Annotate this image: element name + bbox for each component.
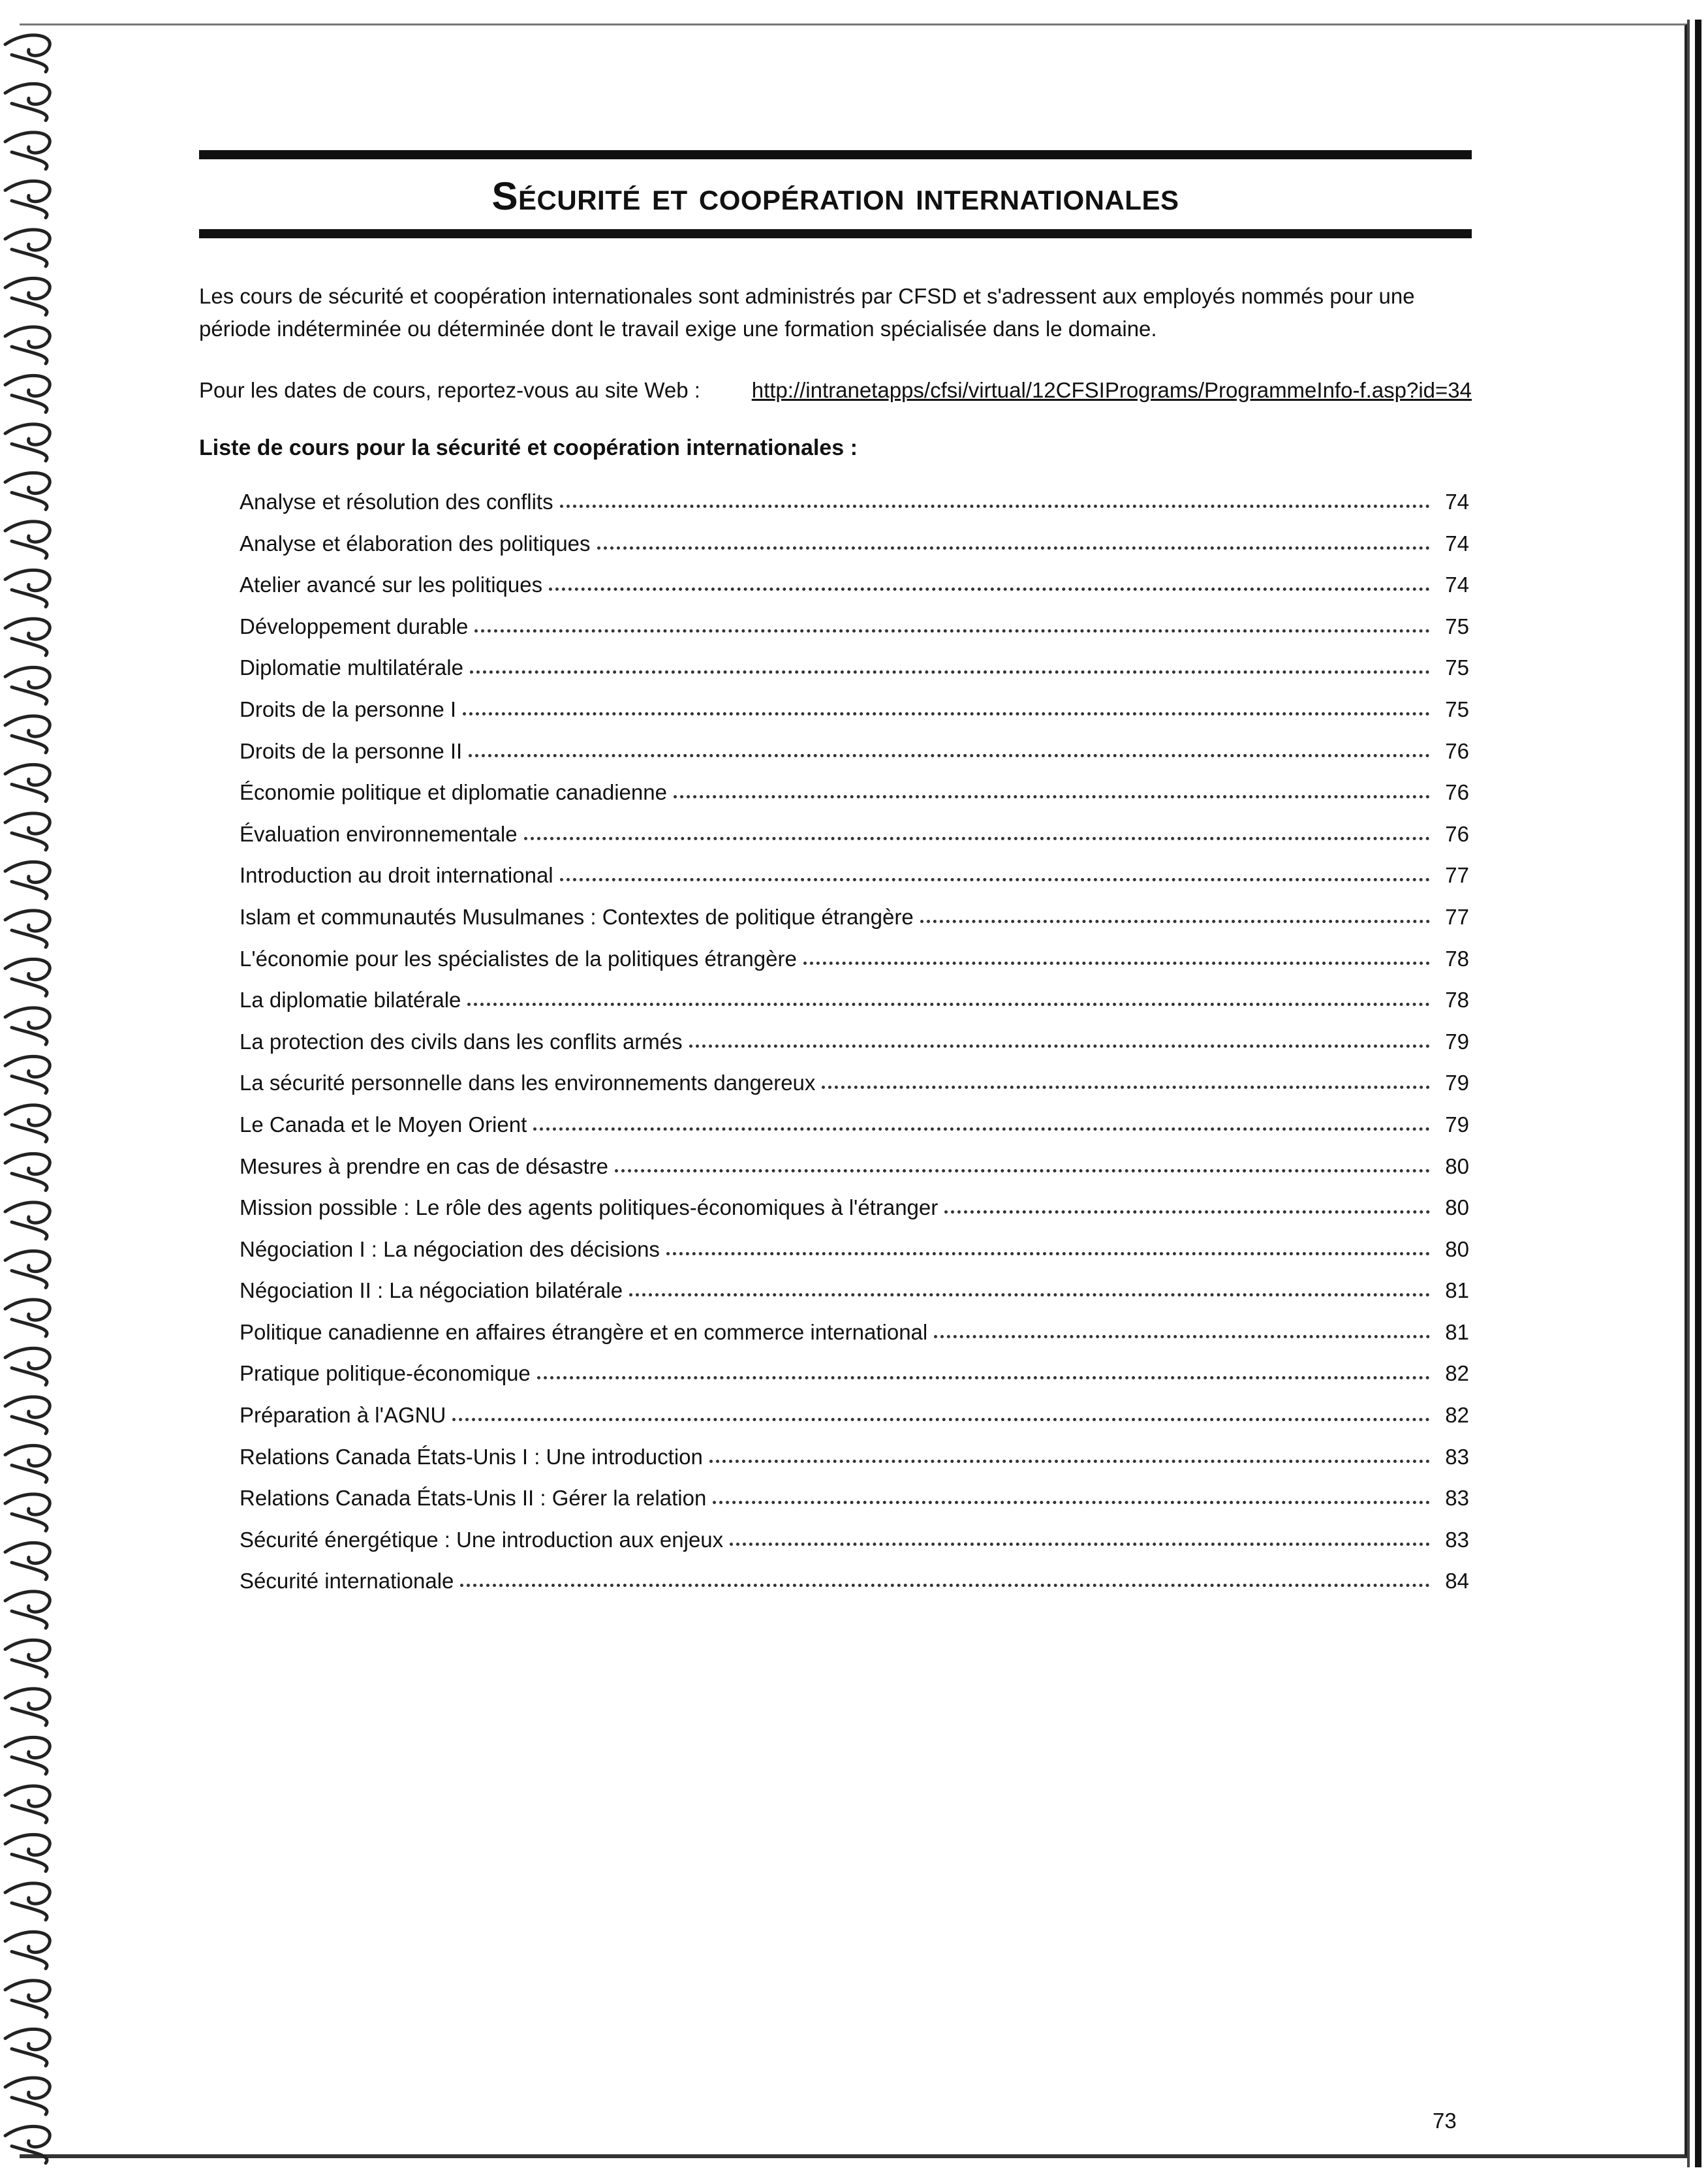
course-list <box>240 490 1469 1610</box>
binding-coil <box>5 473 50 509</box>
course-title: Diplomatie multilatérale <box>240 655 463 680</box>
course-list-item <box>240 947 1469 988</box>
course-page-number: 77 <box>1445 904 1469 929</box>
dot-leader <box>560 878 1430 881</box>
course-page-number: 82 <box>1445 1361 1469 1386</box>
dot-leader <box>549 588 1430 591</box>
binding-coil <box>5 327 50 364</box>
course-list-item <box>240 573 1469 614</box>
dates-link[interactable]: http://intranetapps/cfsi/virtual/12CFSIPrograms/ProgrammeInfo-f.asp?id=34 <box>751 378 1472 402</box>
dot-leader <box>460 1584 1430 1587</box>
binding-coil <box>5 84 50 120</box>
course-title: La sécurité personnelle dans les environnements dangereux <box>240 1071 816 1095</box>
binding-coil <box>5 375 50 412</box>
page-number: 73 <box>1433 2109 1457 2133</box>
binding-coil <box>5 1932 50 1968</box>
binding-coil <box>5 716 50 753</box>
course-title: Islam et communautés Musulmanes : Contextes de politique étrangère <box>240 904 914 929</box>
course-title: Sécurité énergétique : Une introduction aux enjeux <box>240 1527 724 1552</box>
page-content <box>199 150 1472 1610</box>
course-list-item <box>240 905 1469 947</box>
dot-leader <box>674 795 1430 798</box>
course-list-item <box>240 1278 1469 1320</box>
binding-coil <box>5 133 50 169</box>
dot-leader <box>920 920 1430 923</box>
dot-leader <box>467 1003 1430 1006</box>
binding-coil <box>5 278 50 315</box>
course-list-item <box>240 1237 1469 1279</box>
dates-line <box>199 374 1472 407</box>
course-list-item <box>240 1486 1469 1528</box>
binding-coil <box>5 1202 50 1239</box>
course-title: La protection des civils dans les conflits armés <box>240 1029 683 1054</box>
course-page-number: 81 <box>1445 1319 1469 1344</box>
course-page-number: 80 <box>1445 1195 1469 1220</box>
page-edge <box>1687 20 1701 2167</box>
course-page-number: 84 <box>1445 1569 1469 1594</box>
dot-leader <box>629 1293 1430 1296</box>
binding-coil <box>5 230 50 266</box>
binding-coil <box>5 1834 50 1871</box>
course-page-number: 80 <box>1445 1236 1469 1261</box>
dot-leader <box>470 670 1430 674</box>
binding-coil <box>5 424 50 461</box>
course-title: Développement durable <box>240 614 469 638</box>
dot-leader <box>934 1335 1430 1338</box>
course-list-item <box>240 1112 1469 1154</box>
course-page-number: 77 <box>1445 863 1469 888</box>
binding-coil <box>5 570 50 606</box>
dot-leader <box>822 1086 1430 1089</box>
binding-coil <box>5 1883 50 1920</box>
spiral-binding <box>0 20 72 2174</box>
binding-coil <box>5 1397 50 1434</box>
course-title: Évaluation environnementale <box>240 821 518 846</box>
course-page-number: 79 <box>1445 1071 1469 1095</box>
course-list-item <box>240 490 1469 531</box>
binding-coil <box>5 1105 50 1142</box>
course-page-number: 75 <box>1445 655 1469 680</box>
binding-coil <box>5 1494 50 1531</box>
course-page-number: 79 <box>1445 1112 1469 1137</box>
dot-leader <box>944 1210 1430 1214</box>
binding-coil <box>5 35 50 72</box>
course-page-number: 83 <box>1445 1527 1469 1552</box>
dot-leader <box>469 754 1430 757</box>
course-page-number: 76 <box>1445 780 1469 805</box>
course-title: Politique canadienne en affaires étrangère et en commerce international <box>240 1319 928 1344</box>
course-page-number: 83 <box>1445 1486 1469 1511</box>
binding-coil <box>5 1689 50 1725</box>
course-list-item <box>240 739 1469 781</box>
intro-paragraph: Les cours de sécurité et coopération internationales sont administrés par CFSD et s'adressent aux employés nommés pour une période indéterminée ou déterminée dont le travail exige une formation spécialisée dans le domaine. <box>199 284 1415 341</box>
dot-leader <box>803 962 1430 965</box>
binding-coil <box>5 1640 50 1676</box>
course-title: Le Canada et le Moyen Orient <box>240 1112 527 1137</box>
course-list-item <box>240 1071 1469 1112</box>
course-list-item <box>240 1403 1469 1445</box>
course-title: Analyse et élaboration des politiques <box>240 531 591 556</box>
course-title: La diplomatie bilatérale <box>240 988 461 1013</box>
binding-coil <box>5 1008 50 1044</box>
course-list-item <box>240 655 1469 697</box>
course-list-item <box>240 1154 1469 1196</box>
course-title: Relations Canada États-Unis II : Gérer la relation <box>240 1486 707 1511</box>
binding-coil <box>5 1543 50 1579</box>
course-list-item <box>240 1361 1469 1403</box>
binding-coil <box>5 1154 50 1190</box>
course-title: Négociation I : La négociation des décisions <box>240 1236 660 1261</box>
dot-leader <box>597 546 1430 550</box>
dot-leader <box>463 712 1430 715</box>
binding-coil <box>5 764 50 801</box>
binding-coil <box>5 522 50 558</box>
course-list-item <box>240 1528 1469 1569</box>
course-title: Relations Canada États-Unis I : Une introduction <box>240 1444 703 1469</box>
course-list-item <box>240 822 1469 864</box>
binding-coil <box>5 2029 50 2065</box>
dot-leader <box>474 629 1430 633</box>
title-bar <box>199 150 1472 238</box>
course-page-number: 76 <box>1445 821 1469 846</box>
course-title: Pratique politique-économique <box>240 1361 531 1386</box>
dot-leader <box>713 1501 1430 1504</box>
course-title: L'économie pour les spécialistes de la politiques étrangère <box>240 946 797 971</box>
course-list-item <box>240 863 1469 905</box>
binding-coil <box>5 959 50 996</box>
course-page-number: 75 <box>1445 697 1469 721</box>
binding-coil <box>5 1737 50 1774</box>
course-title: Mission possible : Le rôle des agents politiques-économiques à l'étranger <box>240 1195 939 1220</box>
course-list-item <box>240 1569 1469 1610</box>
course-page-number: 81 <box>1445 1278 1469 1303</box>
course-page-number: 74 <box>1445 490 1469 514</box>
binding-coil <box>5 1981 50 2017</box>
binding-coil <box>5 2078 50 2114</box>
course-page-number: 78 <box>1445 988 1469 1013</box>
course-list-item <box>240 1320 1469 1362</box>
course-title: Atelier avancé sur les politiques <box>240 573 543 597</box>
binding-coil <box>5 1300 50 1336</box>
course-page-number: 82 <box>1445 1403 1469 1428</box>
course-list-item <box>240 780 1469 822</box>
dot-leader <box>537 1376 1430 1379</box>
binding-coil <box>5 1786 50 1823</box>
course-title: Préparation à l'AGNU <box>240 1403 446 1428</box>
binding-coil <box>5 1251 50 1287</box>
course-list-item <box>240 614 1469 656</box>
course-page-number: 74 <box>1445 531 1469 556</box>
course-title: Sécurité internationale <box>240 1569 454 1594</box>
course-title: Mesures à prendre en cas de désastre <box>240 1154 608 1178</box>
binding-coil <box>5 911 50 947</box>
course-list-item <box>240 1029 1469 1071</box>
binding-coil <box>5 1592 50 1628</box>
binding-coil <box>5 619 50 655</box>
course-list-item <box>240 1195 1469 1237</box>
dates-label: Pour les dates de cours, reportez-vous au site Web : <box>199 378 700 402</box>
course-list-heading: Liste de cours pour la sécurité et coopération internationales : <box>199 435 858 460</box>
dot-leader <box>452 1418 1430 1421</box>
dot-leader <box>533 1127 1430 1131</box>
course-list-item <box>240 697 1469 739</box>
dot-leader <box>666 1252 1430 1255</box>
course-title: Introduction au droit international <box>240 863 553 888</box>
binding-coil <box>5 1056 50 1093</box>
course-title: Négociation II : La négociation bilatérale <box>240 1278 623 1303</box>
dot-leader <box>615 1169 1430 1172</box>
course-title: Droits de la personne II <box>240 738 463 763</box>
binding-coil <box>5 667 50 704</box>
course-page-number: 78 <box>1445 946 1469 971</box>
course-page-number: 83 <box>1445 1444 1469 1469</box>
dot-leader <box>730 1543 1430 1546</box>
course-page-number: 80 <box>1445 1154 1469 1178</box>
binding-coil <box>5 1445 50 1482</box>
binding-coil <box>5 2126 50 2163</box>
course-page-number: 75 <box>1445 614 1469 638</box>
course-list-item <box>240 988 1469 1029</box>
course-page-number: 79 <box>1445 1029 1469 1054</box>
dot-leader <box>709 1460 1430 1463</box>
course-list-item <box>240 531 1469 573</box>
binding-coil <box>5 862 50 898</box>
dot-leader <box>524 837 1430 840</box>
course-page-number: 76 <box>1445 738 1469 763</box>
course-list-item <box>240 1445 1469 1486</box>
course-title: Droits de la personne I <box>240 697 457 721</box>
dot-leader <box>689 1044 1430 1048</box>
course-title: Analyse et résolution des conflits <box>240 490 553 514</box>
binding-coil <box>5 1348 50 1385</box>
dot-leader <box>560 505 1430 508</box>
binding-coil <box>5 181 50 217</box>
course-page-number: 74 <box>1445 573 1469 597</box>
page-title: Sécurité et coopération internationales <box>491 174 1179 218</box>
course-title: Économie politique et diplomatie canadienne <box>240 780 667 805</box>
binding-coil <box>5 813 50 850</box>
